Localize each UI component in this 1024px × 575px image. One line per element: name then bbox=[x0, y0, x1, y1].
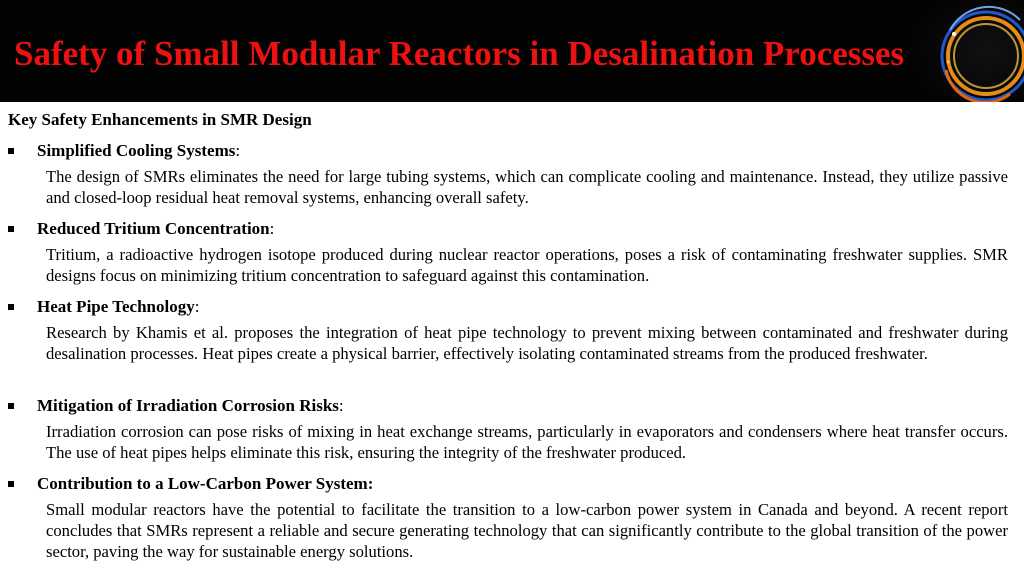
slide-body bbox=[0, 102, 1024, 575]
square-bullet-icon bbox=[8, 304, 14, 310]
square-bullet-icon bbox=[8, 226, 14, 232]
square-bullet-icon bbox=[8, 403, 14, 409]
item-title: Simplified Cooling Systems: bbox=[37, 141, 241, 160]
item-title: Heat Pipe Technology: bbox=[37, 297, 200, 316]
item-description: The design of SMRs eliminates the need for large tubing systems, which can complicate cooling and maintenance. Instead, they utilize passive and closed-loop residual heat removal systems, enhancing overall safety. bbox=[46, 167, 1008, 207]
square-bullet-icon bbox=[8, 481, 14, 487]
item-description: Tritium, a radioactive hydrogen isotope produced during nuclear reactor operations, poses a risk of contaminating freshwater supplies. SMR designs focus on minimizing tritium concentration to safeguard against this contamination. bbox=[46, 245, 1008, 285]
item-title: Mitigation of Irradiation Corrosion Risks: bbox=[37, 396, 344, 415]
section-heading: Key Safety Enhancements in SMR Design bbox=[8, 110, 312, 129]
item-title: Contribution to a Low-Carbon Power System: bbox=[37, 474, 374, 493]
slide-header bbox=[0, 0, 1024, 102]
square-bullet-icon bbox=[8, 148, 14, 154]
item-description: Irradiation corrosion can pose risks of mixing in heat exchange streams, particularly in evaporators and condensers where heat transfer occurs. The use of heat pipes helps eliminate this risk, ensuring the integrity of the freshwater produced. bbox=[46, 422, 1008, 462]
item-description: Research by Khamis et al. proposes the integration of heat pipe technology to prevent mixing between contaminated and freshwater during desalination processes. Heat pipes create a physical barrier, effectively isolating contaminated streams from the produced freshwater. bbox=[46, 323, 1008, 363]
item-title: Reduced Tritium Concentration: bbox=[37, 219, 275, 238]
page-title: Safety of Small Modular Reactors in Desalination Processes bbox=[14, 34, 905, 73]
item-description: Small modular reactors have the potential to facilitate the transition to a low-carbon power system in Canada and beyond. A recent report concludes that SMRs represent a reliable and secure generating technology that can significantly contribute to the global transition of the power sector, paving the way for sustainable energy solutions. bbox=[46, 500, 1008, 561]
glowing-ring-graphic bbox=[900, 0, 1024, 102]
